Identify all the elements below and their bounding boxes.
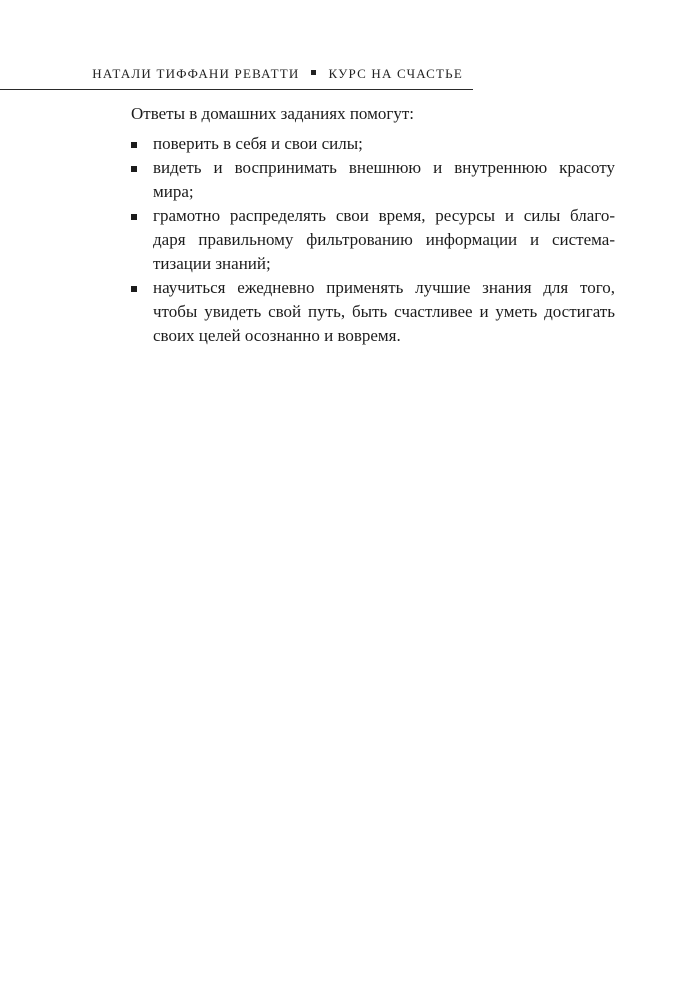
- header-book-title: КУРС НА СЧАСТЬЕ: [328, 66, 463, 81]
- list-item-line: грамотно распределять свои время, ресурсы и силы благо-: [153, 206, 615, 225]
- list-item: [131, 276, 615, 348]
- list-item-line: научиться ежедневно применять лучшие знания для того,: [153, 278, 615, 297]
- list-item-line: тизации знаний;: [153, 254, 271, 273]
- running-header-text: [92, 66, 463, 82]
- intro-paragraph: Ответы в домашних заданиях помогут:: [131, 104, 414, 123]
- list-item: [131, 204, 615, 276]
- square-bullet-icon: [131, 142, 137, 148]
- header-separator-icon: [311, 70, 316, 75]
- list-item-line: своих целей осознанно и вовремя.: [153, 326, 401, 345]
- list-item-line: мира;: [153, 182, 194, 201]
- page-body: [131, 102, 615, 348]
- list-item-line: чтобы увидеть свой путь, быть счастливее и уметь достигать: [153, 302, 615, 321]
- list-item-line: даря правильному фильтрованию информации и система-: [153, 230, 615, 249]
- header-author: НАТАЛИ ТИФФАНИ РЕВАТТИ: [92, 66, 300, 81]
- list-item: [131, 156, 615, 204]
- square-bullet-icon: [131, 166, 137, 172]
- square-bullet-icon: [131, 286, 137, 292]
- bullet-list: [131, 132, 615, 348]
- list-item-line: видеть и воспринимать внешнюю и внутреннюю красоту: [153, 158, 615, 177]
- running-header: [0, 64, 473, 90]
- list-item-line: поверить в себя и свои силы;: [153, 134, 363, 153]
- square-bullet-icon: [131, 214, 137, 220]
- list-item: [131, 132, 615, 156]
